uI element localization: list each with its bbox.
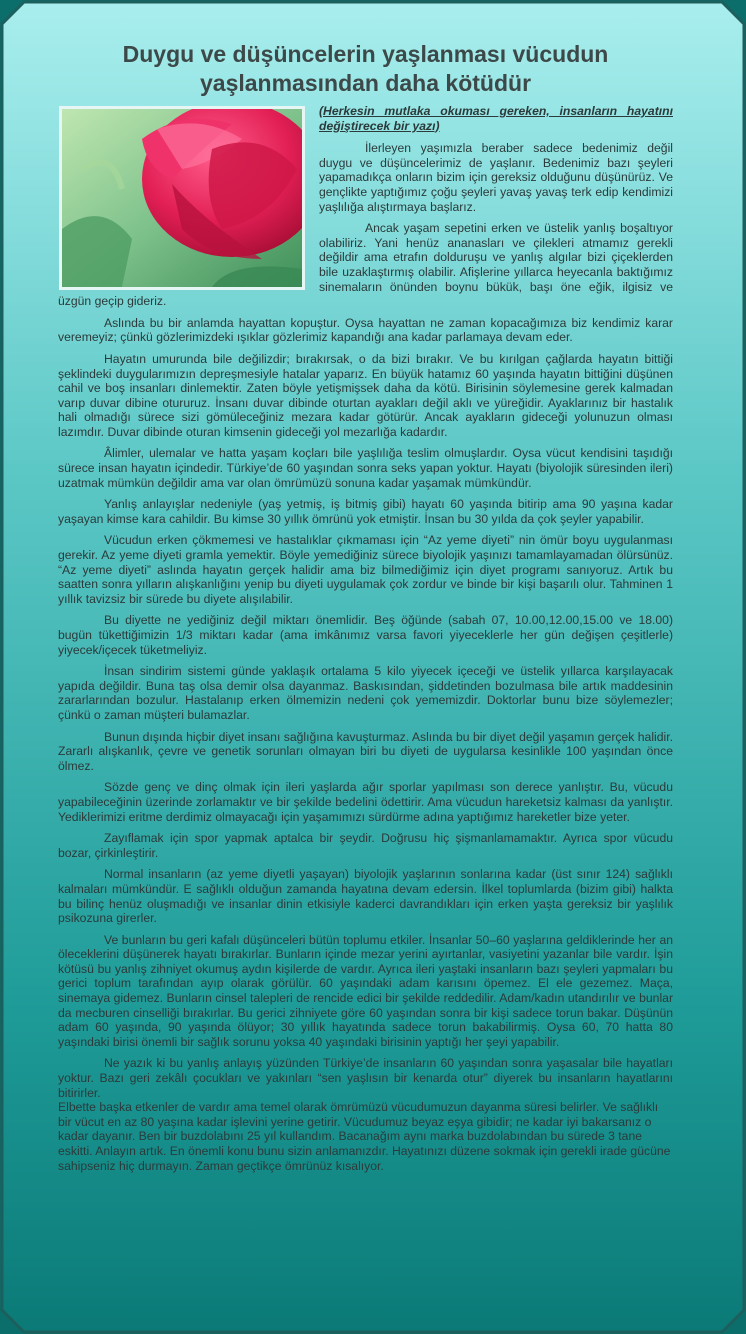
paragraph: Bu diyette ne yediğiniz değil miktarı önemlidir. Beş öğünde (sabah 07, 10.00,12.00,15.00 ve 18.00) bugün tükettiğimizin 1/3 miktarı kadar (ama imkânımız varsa favori yiyeceklerle her gün değişen çeşitlerle) yiyecek/içecek tüketmeliyiz. — [58, 613, 673, 657]
article — [58, 40, 673, 1173]
paragraph: Vücudun erken çökmemesi ve hastalıklar çıkmaması için “Az yeme diyeti” nin ömür boyu uygulanması gerekir. Az yeme diyeti gramla yemektir. Böyle yemediğiniz sürece biyolojik yaşınızı tamamlayamadan ölürsünüz. “Az yeme diyeti” aslında hayatın gerçek halidir ama biz bilmediğimiz için diyet programı sanıyoruz. Artık bu saatten sonra yılların alışkanlığını yenip bu diyeti uygulamak çok zordur ve binde bir kişi başarılı olur. Tahminen 1 yıllık tavizsiz bir sürede bu diyete alışılabilir. — [58, 533, 673, 606]
paragraph: Ne yazık ki bu yanlış anlayış yüzünden Türkiye’de insanların 60 yaşından sonra yaşasalar bile hayatları yoktur. Bazı geri zekâlı çocukları ve yakınları “sen yaşlısın bir kenarda otur” diyerek bu insanların hayatlarını bitirirler. — [58, 1056, 673, 1100]
paragraph: Zayıflamak için spor yapmak aptalca bir şeydir. Doğrusu hiç şişmanlamamaktır. Ayrıca spor vücudu bozar, çirkinleştirir. — [58, 831, 673, 860]
paragraph: Aslında bu bir anlamda hayattan kopuştur. Oysa hayattan ne zaman kopacağımıza biz kendimiz karar veremeyiz; çünkü gözlerimizdeki ışıklar gözlerimiz kapandığı ana kadar parlamaya devam eder. — [58, 315, 673, 345]
paragraph: İlerleyen yaşımızla beraber sadece bedenimiz değil duygu ve düşüncelerimiz de yaşlanır. Bedenimiz bazı şeyleri yapamadıkça onların bizim için gereksiz olduğunu düşünürüz. Ve gençlikte yaptığımız çoğu şeyleri yavaş yavaş terk edip kendimizi yaşlılığa alıştırmaya başlarız. — [319, 141, 673, 214]
paragraph: İnsan sindirim sistemi günde yaklaşık ortalama 5 kilo yiyecek içeceği ve üstelik yıllarca karşılayacak yapıda değildir. Buna taş olsa demir olsa dayanmaz. Baskısından, şiddetinden bozulmasa bile artık maddesinin zararlarından bozulur. Hastalanıp erken ölmemizin nedeni çok yememizdir. Doktorlar bunu bize söylemezler; çünkü o zaman müşteri bulamazlar. — [58, 664, 673, 722]
paragraph: Normal insanların (az yeme diyetli yaşayan) biyolojik yaşlarının sonlarına kadar (üst sınır 124) sağlıklı kalmaları mümkündür. E sağlıklı olduğun zamanda hayatına devam edersin. İlkel toplumlarda (bizim gibi) halkta bu bilinç henüz oluşmadığı ve insanlar dinin etkisiyle kaderci davrandıkları için erken yaşta gereksiz bir yaşlılık psikozuna girerler. — [58, 867, 673, 926]
paragraph: Ve bunların bu geri kafalı düşünceleri bütün toplumu etkiler. İnsanlar 50–60 yaşlarına geldiklerinde her an öleceklerini düşünerek hayatı bırakırlar. Bunların içinde mezar yerini ayırtanlar, vasiyetini yazanlar bile vardır. İşin kötüsü bu yanlış zihniyet okumuş aydın kişilerde de vardır. Ayrıca ileri yaştaki insanların bazı şeyleri yapmaları bu gerici toplum tarafından ayıp olarak görülür. 60 yaşındaki adam karısını öpemez. El ele gezemez. Maça, sinemaya gidemez. Bunların cinsel talepleri de rencide edici bir şekilde reddedilir. Adam/kadın utandırılır ve bunlar da mecburen cinselliği bırakırlar. Bu gerici zihniyete göre 60 yaşından sonra bir kişi sadece torun bakar. Düşünün adam 60 yaşında, 90 yaşında ölüyor; 30 yıllık hayatında sadece torun bakabilirmiş. Oysa 60, 70 hatta 80 yaşındaki birisi önemli bir sağlık sorunu yoksa 40 yaşındaki birisinin yaptığı her şeyi yapabilir. — [58, 932, 673, 1049]
pink-rose-photo — [59, 106, 305, 290]
paragraph: Yanlış anlayışlar nedeniyle (yaş yetmiş, iş bitmiş gibi) hayatı 60 yaşında bitirip ama 90 yaşına kadar yaşayan kimse kara cahildir. Bu kimse 30 yıllık ömrünü yok etmiştir. İnsan bu 30 yılda da çok şeyler yapabilir. — [58, 497, 673, 526]
paragraph: Âlimler, ulemalar ve hatta yaşam koçları bile yaşlılığa teslim olmuşlardır. Oysa vücut kendisini taşıdığı sürece insan hayatın içindedir. Türkiye’de 60 yaşından sonra seks yapan yoktur. Hayatı (biyolojik süresinden ileri) uzatmak mümkün değildir ama var olan ömrümüzü sonuna kadar yaşamak mümkündür. — [58, 446, 673, 490]
rose-image-icon — [62, 109, 302, 287]
page-title: Duygu ve düşüncelerin yaşlanması vücudun yaşlanmasından daha kötüdür — [122, 41, 609, 96]
closing-paragraph: Elbette başka etkenler de vardır ama temel olarak ömrümüzü vücudumuzun dayanma süresi belirler. Ve sağlıklı bir vücut en az 80 yaşına kadar işlevini yerine getirir. Vücudumuz beyaz eşya gibidir; ne kadar iyi bakarsanız o kadar dayanır. Ben bir buzdolabını 25 yıl kullandım. Bacanağım aynı marka buzdolabından bu sürede 3 tane eskitti. Anlayın artık. En önemli konu bunu sizin anlamanızdır. Hayatınızı düzene sokmak için gerekli irade gücüne sahipseniz hiç durmayın. Zaman geçtikçe ömrünüz kısalıyor. — [58, 1100, 671, 1173]
paragraph: Ancak yaşam sepetini erken ve üstelik yanlış boşaltıyor olabiliriz. Yani henüz ananasları ve çilekleri atmamız gerekli değildir ama etrafın dolduruşu ve yanlış algılar bizi çiçeklerden bile uzaklaştırmış olabilir. Afişlerine yıllarca heyecanla baktığımız sinemaların önünden boynu bükük, başı öne eğik, ilgisiz ve üzgün geçip gideriz. — [58, 221, 673, 309]
subtitle: (Herkesin mutlaka okuması gereken, insanların hayatını değiştirecek bir yazı) — [319, 104, 673, 133]
paragraph: Bunun dışında hiçbir diyet insanı sağlığına kavuşturmaz. Aslında bu bir diyet değil yaşamın gerçek halidir. Zararlı alışkanlık, çevre ve genetik sorunları olmayan biri bu diyeti de uygularsa kesinlikle 100 yaşından önce ölmez. — [58, 729, 673, 773]
paragraph: Sözde genç ve dinç olmak için ileri yaşlarda ağır sporlar yapılması son derece yanlıştır. Bu, vücudu yapabileceğinin üzerinde zorlamaktır ve bir şekilde bedelini ödettirir. Ama vücudun hareketsiz kalması da yanlıştır. Yediklerimizi eritme derdimiz olmayacağı için yaşamımızı sürdürme adına yaptığımız hareketler bize yeter. — [58, 780, 673, 824]
paragraph: Hayatın umurunda bile değilizdir; bırakırsak, o da bizi bırakır. Ve bu kırılgan çağlarda hayatın bittiği şeklindeki duygularımızın depreşmesiyle hatalar yaparız. En büyük hatamız 60 yaşında hayatın bittiğini düşünen cahil ve boş insanları dinlemektir. Zaten böyle yetişmişsek daha da kötü. Birisinin söylemesine gerek kalmadan varıp duvar dibine otururuz. İnsanı duvar dibinde oturtan ayakları değil aklı ve yüreğidir. Ayaklarınız bir hastalık hali olmadığı sürece sizi gömüleceğiniz mezara kadar götürür. Ancak ayakların gideceği yolunuzun olması lazımdır. Duvar dibinde oturan kimsenin gideceği yol mezarlığa kadardır. — [58, 351, 673, 439]
